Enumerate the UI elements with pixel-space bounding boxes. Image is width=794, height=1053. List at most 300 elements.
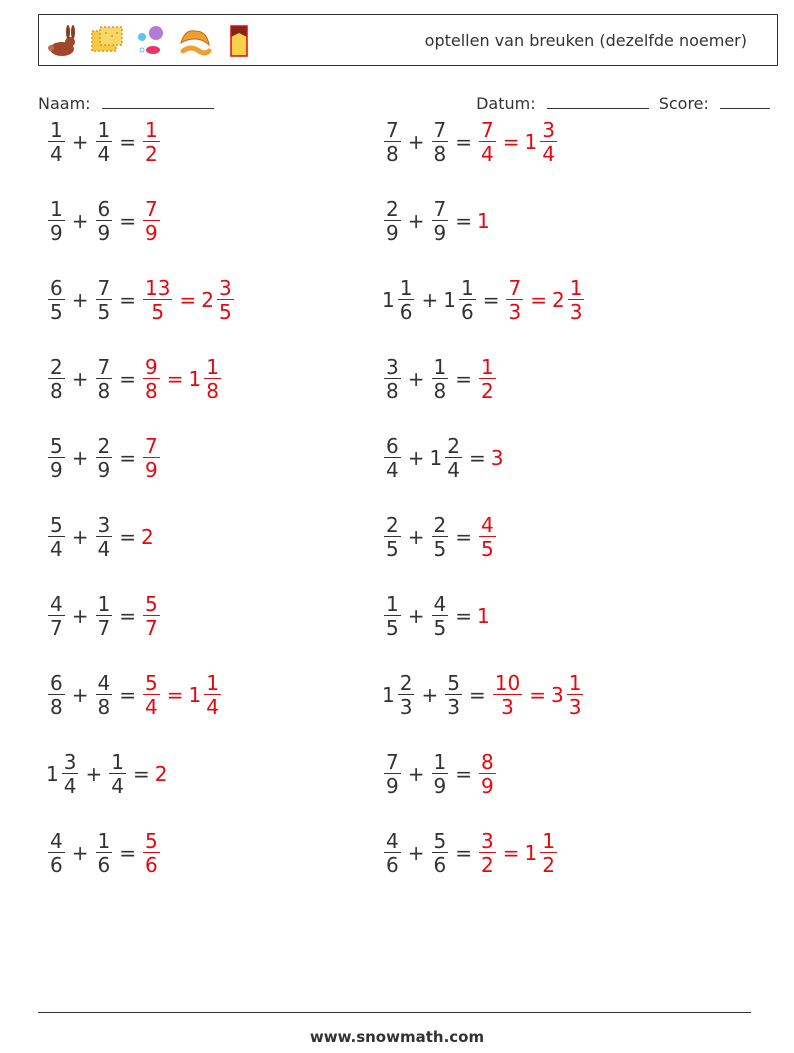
denominator: 7	[145, 616, 158, 640]
fraction-stack	[96, 119, 113, 165]
plus-sign: +	[407, 604, 425, 628]
plus-sign: +	[421, 683, 439, 707]
denominator: 9	[145, 221, 158, 245]
equals-sign: =	[119, 288, 136, 312]
equals-sign: =	[119, 209, 136, 233]
fraction-stack	[143, 119, 160, 165]
denominator: 6	[97, 853, 111, 877]
fraction-stack	[384, 435, 401, 481]
numerator: 4	[97, 671, 111, 695]
numerator: 6	[50, 276, 63, 300]
exercise-row	[382, 822, 559, 884]
fraction-stack	[48, 672, 65, 718]
fraction-stack	[384, 514, 401, 560]
exercise-row	[382, 743, 498, 805]
plus-sign: +	[71, 683, 89, 707]
date-score-fields	[476, 92, 770, 113]
fraction-stack	[96, 830, 113, 876]
fraction-stack	[48, 198, 65, 244]
numerator: 2	[433, 513, 447, 537]
candy-icon	[133, 23, 169, 59]
denominator: 9	[433, 774, 447, 798]
fraction	[382, 514, 403, 560]
numerator: 3	[218, 276, 232, 300]
whole-number: 1	[477, 604, 490, 628]
equals-sign: =	[166, 683, 184, 707]
fraction-stack	[48, 119, 65, 165]
whole-part: 1	[429, 446, 443, 470]
fraction	[382, 830, 403, 876]
denominator: 8	[386, 142, 399, 166]
answer	[477, 356, 498, 402]
whole-number: 2	[141, 525, 154, 549]
fraction-stack	[432, 514, 449, 560]
fraction	[430, 830, 451, 876]
answer	[491, 672, 586, 718]
fraction	[94, 435, 115, 481]
numerator: 1	[145, 118, 158, 142]
numerator: 1	[206, 671, 219, 695]
plus-sign: +	[407, 525, 425, 549]
fraction	[382, 198, 403, 244]
fraction-stack	[432, 198, 449, 244]
fraction	[46, 198, 67, 244]
exercise-row	[382, 348, 498, 410]
fraction-stack	[143, 593, 160, 639]
denominator: 8	[206, 379, 219, 403]
fraction	[477, 119, 498, 165]
fraction-stack	[398, 277, 415, 323]
denominator: 6	[50, 853, 63, 877]
mixed-number	[382, 672, 416, 718]
plus-sign: +	[407, 762, 425, 786]
whole-number: 2	[154, 762, 168, 786]
numerator: 7	[145, 197, 158, 221]
denominator: 4	[50, 142, 63, 166]
numerator: 1	[433, 355, 447, 379]
answer	[477, 119, 559, 165]
cracker-icon	[89, 23, 125, 59]
numerator: 6	[97, 197, 111, 221]
fraction	[382, 593, 403, 639]
fraction-stack	[398, 672, 415, 718]
numerator: 4	[433, 592, 447, 616]
equals-sign: =	[119, 604, 136, 628]
denominator: 9	[433, 221, 447, 245]
fraction	[46, 672, 67, 718]
fraction	[382, 119, 403, 165]
fraction-stack	[96, 593, 113, 639]
equals-sign: =	[119, 525, 136, 549]
denominator: 8	[386, 379, 399, 403]
plus-sign: +	[407, 367, 425, 391]
fraction	[46, 277, 67, 323]
equals-sign: =	[502, 130, 520, 154]
equals-sign: =	[455, 367, 472, 391]
numerator: 1	[481, 355, 494, 379]
numerator: 1	[569, 276, 583, 300]
numerator: 7	[386, 118, 399, 142]
fraction	[141, 830, 162, 876]
numerator: 4	[50, 592, 63, 616]
fraction-stack	[217, 277, 234, 323]
numerator: 2	[447, 434, 460, 458]
fraction-stack	[143, 198, 160, 244]
exercise-row	[46, 506, 154, 568]
numerator: 5	[145, 829, 158, 853]
numerator: 7	[433, 197, 447, 221]
plus-sign: +	[71, 288, 89, 312]
numerator: 7	[97, 276, 111, 300]
fraction	[430, 751, 451, 797]
numerator: 1	[460, 276, 474, 300]
equals-sign: =	[179, 288, 197, 312]
fraction	[46, 593, 67, 639]
fraction-stack	[384, 198, 401, 244]
exercise-row	[46, 743, 167, 805]
denominator: 9	[50, 221, 63, 245]
equals-sign: =	[119, 367, 136, 391]
equals-sign: =	[455, 604, 472, 628]
numerator: 1	[97, 118, 111, 142]
fraction-stack	[384, 830, 401, 876]
plus-sign: +	[71, 367, 89, 391]
plus-sign: +	[71, 525, 89, 549]
fraction-stack	[143, 672, 160, 718]
exercise-row	[382, 506, 498, 568]
fraction	[141, 277, 174, 323]
numerator: 5	[447, 671, 460, 695]
exercise-row	[46, 348, 223, 410]
fraction-stack	[432, 356, 449, 402]
numerator: 6	[386, 434, 399, 458]
fraction-stack	[445, 435, 462, 481]
fraction	[141, 593, 162, 639]
fraction	[94, 277, 115, 323]
equals-sign: =	[502, 841, 520, 865]
denominator: 3	[569, 300, 583, 324]
footer-url: www.snowmath.com	[309, 1028, 485, 1046]
answer	[141, 525, 154, 549]
fraction-stack	[96, 198, 113, 244]
fraction-stack	[109, 751, 126, 797]
equals-sign: =	[455, 762, 472, 786]
fraction-stack	[384, 751, 401, 797]
plus-sign: +	[85, 762, 103, 786]
equals-sign: =	[455, 209, 472, 233]
equals-sign: =	[166, 367, 184, 391]
plus-sign: +	[71, 209, 89, 233]
numerator: 5	[145, 671, 158, 695]
denominator: 4	[63, 774, 77, 798]
header-box	[38, 14, 778, 66]
denominator: 5	[218, 300, 232, 324]
numerator: 1	[433, 750, 447, 774]
equals-sign: =	[468, 683, 486, 707]
equals-sign: =	[119, 446, 136, 470]
fraction-stack	[384, 593, 401, 639]
fraction	[504, 277, 525, 323]
fraction-stack	[479, 751, 496, 797]
fraction-stack	[432, 751, 449, 797]
fraction-stack	[96, 435, 113, 481]
numerator: 2	[97, 434, 111, 458]
numerator: 2	[50, 355, 63, 379]
whole-number: 3	[490, 446, 504, 470]
denominator: 3	[508, 300, 522, 324]
numerator: 7	[145, 434, 158, 458]
exercise-row	[46, 269, 236, 331]
date-field[interactable]	[476, 92, 649, 113]
fraction-stack	[62, 751, 79, 797]
fraction-stack	[96, 277, 113, 323]
equals-sign: =	[529, 683, 546, 707]
fraction-stack	[568, 277, 585, 323]
fraction	[94, 830, 115, 876]
exercise-row	[382, 111, 559, 173]
whole-part: 1	[382, 288, 395, 312]
denominator: 7	[97, 616, 111, 640]
fraction-stack	[384, 356, 401, 402]
numerator: 8	[481, 750, 494, 774]
denominator: 4	[481, 142, 494, 166]
fraction	[430, 514, 451, 560]
exercise-row	[46, 190, 162, 252]
answer	[141, 593, 162, 639]
fraction-stack	[479, 514, 496, 560]
denominator: 9	[481, 774, 494, 798]
answer	[141, 435, 162, 481]
whole-part: 3	[550, 683, 564, 707]
exercise-row	[382, 664, 585, 726]
denominator: 8	[97, 379, 111, 403]
whole-part: 1	[46, 762, 59, 786]
denominator: 5	[386, 616, 399, 640]
numerator: 3	[97, 513, 111, 537]
numerator: 2	[399, 671, 413, 695]
denominator: 4	[447, 458, 460, 482]
numerator: 4	[50, 829, 63, 853]
fraction	[430, 593, 451, 639]
answer	[141, 672, 223, 718]
denominator: 9	[145, 458, 158, 482]
denominator: 8	[433, 142, 447, 166]
score-field[interactable]	[659, 92, 770, 113]
numerator: 1	[97, 592, 111, 616]
fraction-stack	[506, 277, 523, 323]
exercise-row	[382, 190, 490, 252]
whole-part: 2	[201, 288, 214, 312]
numerator: 1	[542, 829, 555, 853]
denominator: 9	[97, 458, 111, 482]
fraction	[491, 672, 524, 718]
denominator: 6	[399, 300, 413, 324]
fraction	[141, 356, 162, 402]
numerator: 7	[97, 355, 111, 379]
denominator: 9	[50, 458, 63, 482]
denominator: 5	[433, 616, 447, 640]
plus-sign: +	[407, 446, 425, 470]
plus-sign: +	[407, 130, 425, 154]
numerator: 2	[386, 513, 399, 537]
fraction	[382, 356, 403, 402]
numerator: 2	[386, 197, 399, 221]
exercise-row	[382, 585, 490, 647]
date-blank[interactable]	[547, 92, 649, 109]
equals-sign: =	[119, 130, 136, 154]
plus-sign: +	[407, 841, 425, 865]
equals-sign: =	[132, 762, 150, 786]
numerator: 7	[481, 118, 494, 142]
fraction	[94, 672, 115, 718]
denominator: 4	[206, 695, 219, 719]
fraction-stack	[204, 356, 221, 402]
fraction	[430, 119, 451, 165]
footer-divider	[38, 1012, 751, 1013]
denominator: 5	[433, 537, 447, 561]
denominator: 3	[568, 695, 582, 719]
denominator: 5	[386, 537, 399, 561]
fraction-stack	[540, 830, 557, 876]
fraction	[94, 593, 115, 639]
answer	[477, 751, 498, 797]
denominator: 4	[542, 142, 555, 166]
fraction-stack	[96, 672, 113, 718]
mixed-number	[382, 277, 416, 323]
answer	[155, 762, 168, 786]
equals-sign: =	[119, 683, 136, 707]
whole-part: 1	[443, 288, 456, 312]
fraction-stack	[48, 277, 65, 323]
numerator: 4	[386, 829, 399, 853]
exercise-row	[46, 111, 162, 173]
equals-sign: =	[530, 288, 547, 312]
exercise-row	[382, 427, 503, 489]
fraction-stack	[479, 830, 496, 876]
numerator: 1	[568, 671, 582, 695]
denominator: 5	[97, 300, 111, 324]
fraction	[477, 830, 498, 876]
fraction-stack	[48, 514, 65, 560]
exercise-row	[46, 664, 223, 726]
exercise-row	[382, 269, 586, 331]
mixed-number	[525, 830, 559, 876]
fraction-stack	[143, 435, 160, 481]
mixed-number	[443, 277, 477, 323]
fraction-stack	[48, 830, 65, 876]
denominator: 6	[145, 853, 158, 877]
score-label: Score:	[658, 94, 709, 113]
equals-sign: =	[482, 288, 500, 312]
equals-sign: =	[455, 525, 472, 549]
answer	[504, 277, 586, 323]
whole-part: 1	[524, 841, 538, 865]
answer	[491, 446, 504, 470]
denominator: 6	[433, 853, 447, 877]
numerator: 7	[508, 276, 522, 300]
numerator: 7	[433, 118, 447, 142]
numerator: 1	[50, 118, 63, 142]
numerator: 10	[494, 671, 521, 695]
fraction-stack	[445, 672, 462, 718]
denominator: 6	[460, 300, 474, 324]
numerator: 5	[433, 829, 447, 853]
fraction	[141, 119, 162, 165]
denominator: 8	[50, 695, 63, 719]
mixed-number	[46, 751, 80, 797]
fraction-stack	[479, 119, 496, 165]
denominator: 2	[542, 853, 555, 877]
fraction	[141, 435, 162, 481]
denominator: 5	[50, 300, 63, 324]
numerator: 9	[145, 355, 158, 379]
fraction	[443, 672, 464, 718]
answer	[477, 830, 559, 876]
croissant-icon	[177, 23, 213, 59]
fraction-stack	[384, 119, 401, 165]
fraction-stack	[432, 830, 449, 876]
name-blank[interactable]	[102, 92, 214, 109]
fraction	[46, 514, 67, 560]
fraction	[430, 198, 451, 244]
answer	[141, 198, 162, 244]
plus-sign: +	[71, 446, 89, 470]
fraction-stack	[493, 672, 522, 718]
denominator: 4	[97, 537, 111, 561]
denominator: 9	[386, 221, 399, 245]
fraction	[477, 751, 498, 797]
header-icons	[45, 23, 257, 59]
numerator: 1	[206, 355, 219, 379]
denominator: 4	[50, 537, 63, 561]
denominator: 3	[447, 695, 460, 719]
plus-sign: +	[71, 130, 89, 154]
mixed-number	[430, 435, 464, 481]
fraction-stack	[96, 356, 113, 402]
plus-sign: +	[71, 604, 89, 628]
fraction	[94, 514, 115, 560]
equals-sign: =	[455, 130, 472, 154]
denominator: 5	[481, 537, 494, 561]
denominator: 9	[386, 774, 399, 798]
mixed-number	[189, 672, 223, 718]
answer	[141, 830, 162, 876]
fraction-stack	[48, 593, 65, 639]
answer	[477, 604, 490, 628]
score-blank[interactable]	[720, 92, 770, 109]
answer	[141, 119, 162, 165]
fraction-stack	[540, 119, 557, 165]
fraction	[94, 356, 115, 402]
whole-number: 1	[477, 209, 490, 233]
fraction	[94, 198, 115, 244]
name-field[interactable]	[38, 92, 214, 113]
equals-sign: =	[468, 446, 486, 470]
plus-sign: +	[407, 209, 425, 233]
denominator: 4	[111, 774, 124, 798]
fraction	[141, 672, 162, 718]
denominator: 4	[386, 458, 399, 482]
denominator: 7	[50, 616, 63, 640]
denominator: 6	[386, 853, 399, 877]
fraction	[141, 198, 162, 244]
whole-part: 1	[524, 130, 538, 154]
numerator: 1	[399, 276, 413, 300]
denominator: 3	[399, 695, 413, 719]
denominator: 8	[97, 695, 111, 719]
fraction-stack	[96, 514, 113, 560]
fraction-stack	[567, 672, 584, 718]
